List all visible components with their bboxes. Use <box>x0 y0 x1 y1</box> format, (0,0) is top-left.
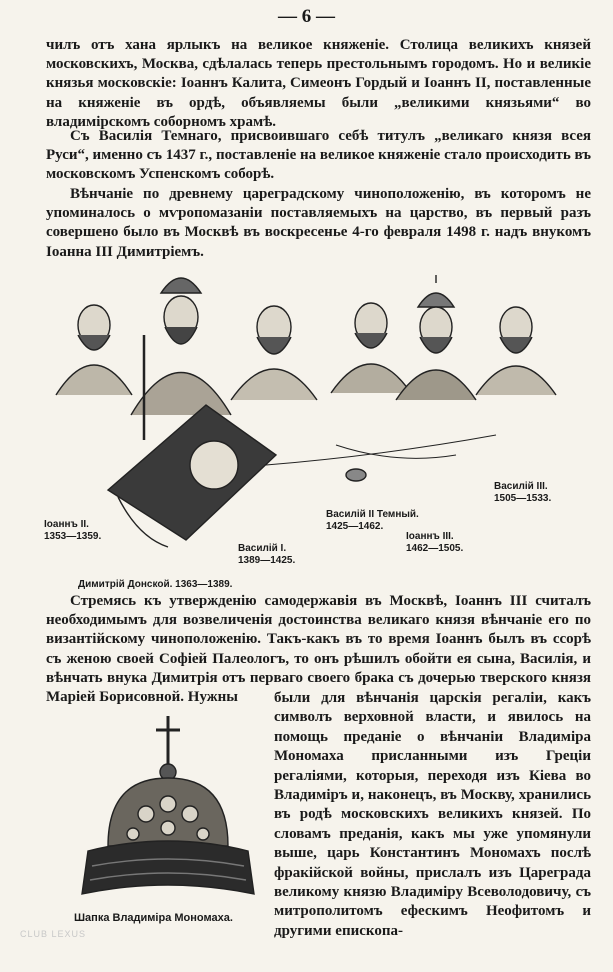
banner <box>108 405 276 547</box>
paragraph-5-wrapped: были для вѣнчанія царскія регаліи, какъ символъ верховной власти, и явилось на помощь преданіе о вѣнчаніи Владиміра Мономаха присланными изъ Греціи регаліями, которыя, переходя изъ Кіева во Владиміръ и, наконецъ, въ Москву, хранились въ родѣ московскихъ великихъ князей. По словамъ преданія, какъ мы уже упомянули выше, царь Константинъ Мономахъ послѣ фракійской войны, прислалъ изъ Цареграда великому князю Владиміру Всеволодовичу, съ митрополитомъ ефескимъ Неофитомъ и другими епископа- <box>274 690 591 939</box>
page-number: — 6 — <box>278 6 335 27</box>
caption-dmitry-donskoy: Димитрій Донской. 1363—1389. <box>78 579 233 590</box>
figure-5 <box>396 275 476 400</box>
monomakh-cap-illustration <box>68 716 268 906</box>
figure-3 <box>231 306 317 400</box>
caption-vasily-i: Василій I. 1389—1425. <box>238 543 296 566</box>
paragraph-4: Стремясь къ утвержденію самодержавія въ Москвѣ, Іоаннъ III считалъ необходимымъ для возвеличенія достоинства великаго князя вѣнчаніе его по византійскому чиноположенію. Такъ-какъ въ то время Іоаннъ былъ въ ссорѣ съ женою своей Софіей Палеологъ, то онъ рѣшилъ обойти ея сына, Василія, и вѣнчать внука Димитрія отъ перваго своего брака съ дочерью тверского князя Маріей Борисовной. Нужны <box>46 593 591 706</box>
grand-princes-illustration <box>36 265 586 595</box>
watermark: CLUB LEXUS <box>20 929 87 939</box>
paragraph-1: чилъ отъ хана ярлыкъ на великое княженіе. Столица великихъ князей московскихъ, Москва, сдѣлалась теперь престольнымъ городомъ. Но и великіе князья московскіе: Іоаннъ Калита, Симеонъ Гордый и Іоаннъ II, поставленные на княженіе въ ордѣ, объявляемы были „великими князьями“ во владимірскомъ соборномъ храмѣ. <box>46 37 591 130</box>
paragraph-2: Съ Василія Темнаго, присвоившаго себѣ титулъ „великаго князя всея Руси“, именно съ 1437 г., поставленіе на великое княженіе стало происходить въ московскомъ Успенскомъ соборѣ. <box>46 128 591 183</box>
figure-6 <box>476 307 556 395</box>
figure-1 <box>56 305 132 395</box>
crown-caption: Шапка Владиміра Мономаха. <box>74 912 233 924</box>
caption-vasily-iii: Василій III. 1505—1533. <box>494 481 552 504</box>
caption-vasily-ii: Василій II Темный. 1425—1462. <box>326 509 419 532</box>
caption-ioann-ii: Іоаннъ II. 1353—1359. <box>44 519 102 542</box>
paragraph-3: Вѣнчаніе по древнему цареградскому чиноположенію, въ которомъ не упоминалось о мѵропомазаніи поставляемыхъ на царство, въ первый разъ совершено было въ Москвѣ въ воскресенье 4-го февраля 1498 г. надъ внукомъ Іоанна III Димитріемъ. <box>46 186 591 260</box>
monomakh-cap-engraving <box>68 716 268 906</box>
figure-4 <box>331 303 411 393</box>
caption-ioann-iii: Іоаннъ III. 1462—1505. <box>406 531 464 554</box>
grand-princes-engraving <box>36 265 586 595</box>
